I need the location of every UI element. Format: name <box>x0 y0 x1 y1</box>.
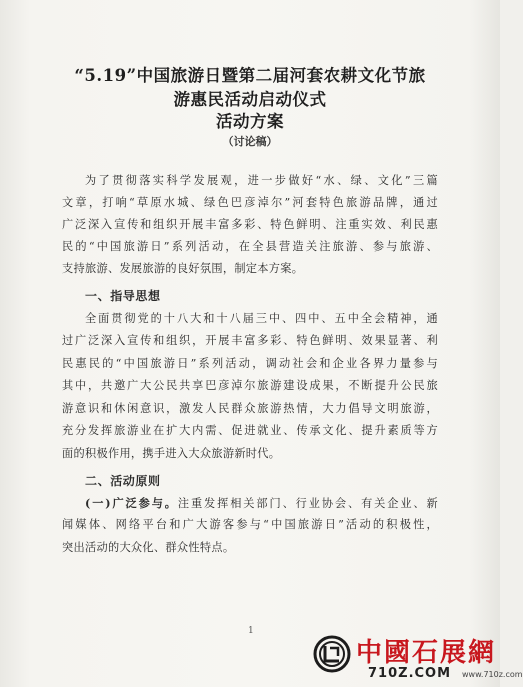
section1-line: 民惠民的“中国旅游日”系列活动，调动社会和企业各界力量参与 <box>62 357 438 370</box>
document-title-line3: 活动方案 <box>216 112 284 131</box>
watermark-url-small: www.710z.com <box>462 670 523 679</box>
watermark-logo-icon <box>312 634 352 674</box>
section2-line: 突出活动的大众化、群众性特点。 <box>62 541 235 554</box>
intro-line: 为了贯彻落实科学发展观，进一步做好“水、绿、文化”三篇 <box>85 174 438 187</box>
section1-heading: 一、指导思想 <box>85 289 161 303</box>
section1-line: 充分发挥旅游业在扩大内需、促进就业、传承文化、提升素质等方 <box>62 424 438 437</box>
section2-heading: 二、活动原则 <box>85 474 161 488</box>
section1-line: 全面贯彻党的十八大和十八届三中、四中、五中全会精神，通 <box>85 312 438 325</box>
watermark-url: 710Z.COM <box>368 666 452 681</box>
document-title-line2: 游惠民活动启动仪式 <box>173 90 327 109</box>
section2-item1-text: 注重发挥相关部门、行业协会、有关企业、新 <box>177 497 438 510</box>
site-watermark <box>312 630 523 687</box>
draft-label: （讨论稿） <box>222 135 278 148</box>
section2-item1-label: (一)广泛参与。 <box>85 496 178 510</box>
page-number: 1 <box>248 626 254 636</box>
section1-line: 游意识和休闲意识，激发人民群众旅游热情，大力倡导文明旅游， <box>62 402 438 415</box>
section1-line: 面的积极作用，携手进入大众旅游新时代。 <box>62 447 281 460</box>
document-title-line1: “5.19”中国旅游日暨第二届河套农耕文化节旅 <box>74 66 426 85</box>
intro-line: 文章，打响“草原水城、绿色巴彦淖尔”河套特色旅游品牌，通过 <box>62 196 438 209</box>
section1-line: 过广泛深入宣传和组织，开展丰富多彩、特色鲜明、效果显著、利 <box>62 334 438 347</box>
intro-line: 民的“中国旅游日”系列活动，在全县营造关注旅游、参与旅游、 <box>62 240 438 253</box>
watermark-site-name: 中國石展網 <box>356 638 497 668</box>
section2-line: 闻媒体、网络平台和广大游客参与“中国旅游日”活动的积极性， <box>62 518 438 531</box>
section1-line: 其中，共邀广大公民共享巴彦淖尔旅游建设成果，不断提升公民旅 <box>62 379 438 392</box>
section2-item1-first-line <box>85 496 438 511</box>
intro-line: 广泛深入宣传和组织开展丰富多彩、特色鲜明、注重实效、利民惠 <box>62 218 438 231</box>
intro-line: 支持旅游、发展旅游的良好氛围，制定本方案。 <box>62 262 304 275</box>
